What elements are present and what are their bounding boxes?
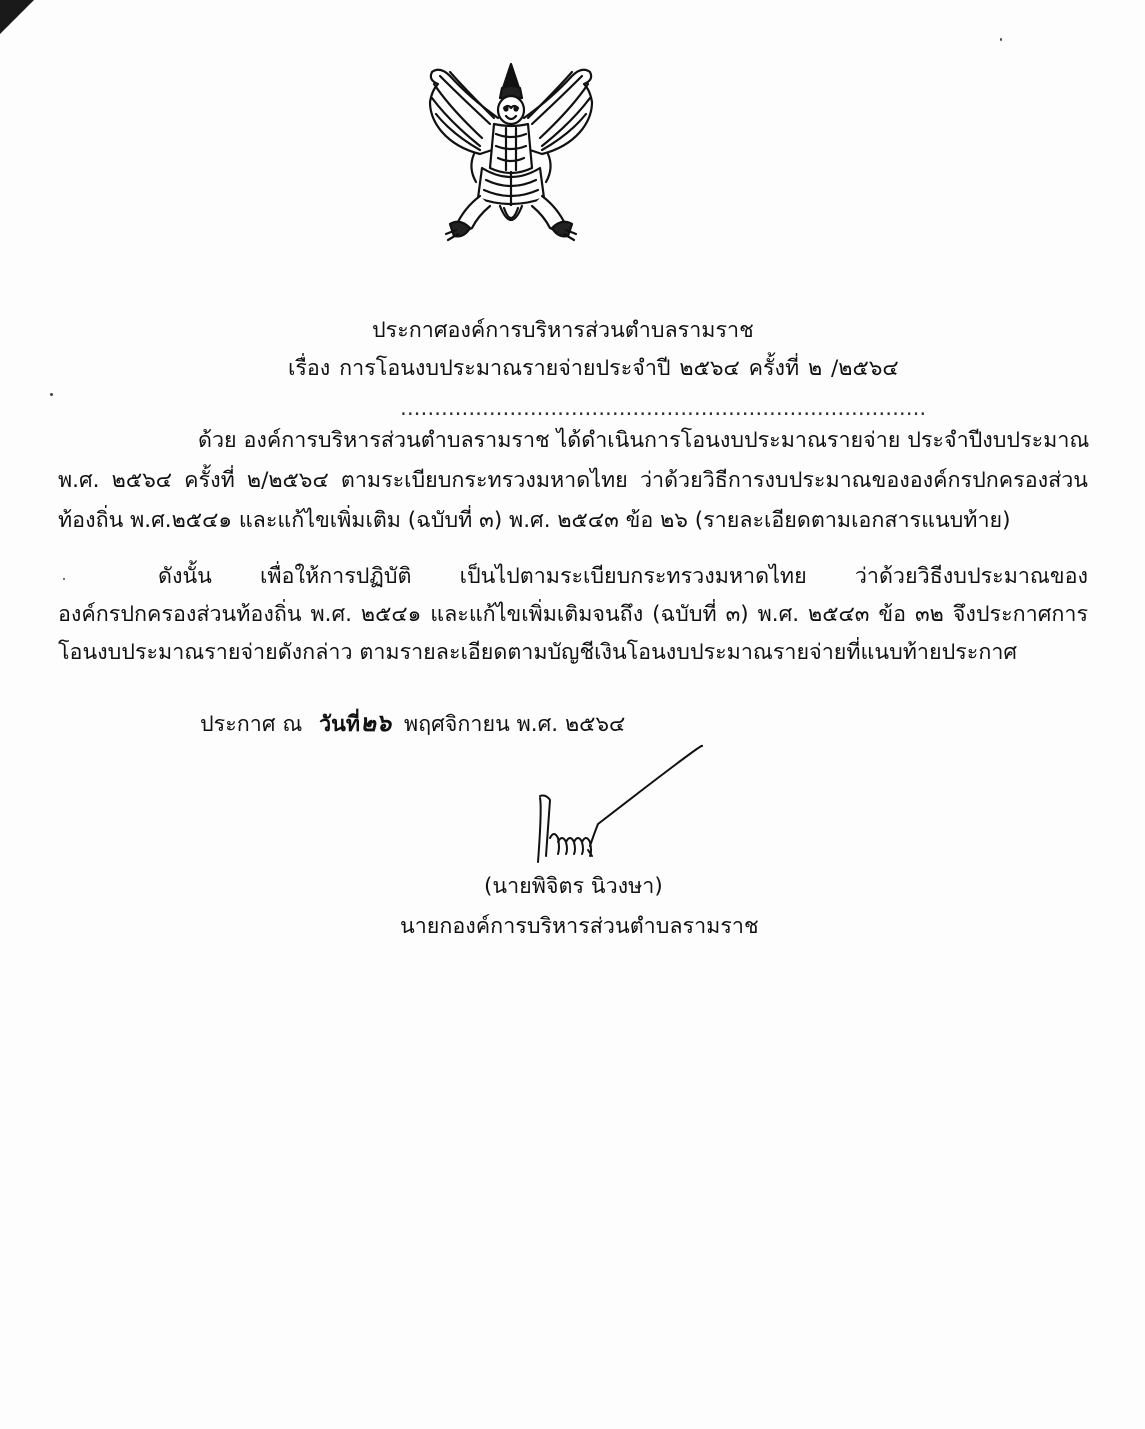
announcement-month-year: พฤศจิกายน พ.ศ. ๒๕๖๔ xyxy=(403,712,626,737)
title-divider: ............................................................................. xyxy=(400,396,927,421)
announcement-day-label: วันที่ xyxy=(319,712,361,737)
paragraph-1-line: ท้องถิ่น พ.ศ.๒๕๔๑ และแก้ไขเพิ่มเติม (ฉบับที่ ๓) พ.ศ. ๒๕๔๓ ข้อ ๒๖ (รายละเอียดตามเอกสารแนบท้าย) xyxy=(58,508,1011,533)
paragraph-1-line: ด้วย องค์การบริหารส่วนตำบลรามราช ได้ดำเนินการโอนงบประมาณรายจ่าย ประจำปีงบประมาณ xyxy=(198,428,1090,453)
scan-corner-mark xyxy=(0,0,34,34)
paragraph-2-line: โอนงบประมาณรายจ่ายดังกล่าว ตามรายละเอียดตามบัญชีเงินโอนงบประมาณรายจ่ายที่แนบท้ายประกาศ xyxy=(58,640,1018,665)
signatory-position: นายกองค์การบริหารส่วนตำบลรามราช xyxy=(400,914,759,939)
garuda-emblem-icon xyxy=(420,58,602,248)
document-subject: เรื่อง การโอนงบประมาณรายจ่ายประจำปี ๒๕๖๔ ครั้งที่ ๒ /๒๕๖๔ xyxy=(288,356,899,381)
announcement-prefix: ประกาศ ณ xyxy=(200,712,303,737)
scan-speck xyxy=(50,393,53,396)
document-title: ประกาศองค์การบริหารส่วนตำบลรามราช xyxy=(372,318,754,343)
paragraph-1-line: พ.ศ. ๒๕๖๔ ครั้งที่ ๒/๒๕๖๔ ตามระเบียบกระทรวงมหาดไทย ว่าด้วยวิธีการงบประมาณขององค์กรปกครองส่วน xyxy=(58,468,1088,493)
handwritten-signature-icon xyxy=(528,738,718,868)
scan-speck xyxy=(63,578,65,580)
announcement-day-handwritten: ๒๖ xyxy=(360,708,392,737)
paragraph-2-line: องค์กรปกครองส่วนท้องถิ่น พ.ศ. ๒๕๔๑ และแก้ไขเพิ่มเติมจนถึง (ฉบับที่ ๓) พ.ศ. ๒๕๔๓ ข้อ ๓๒ จึงประกาศการ xyxy=(58,602,1088,627)
signatory-name: (นายพิจิตร นิวงษา) xyxy=(484,874,663,899)
scan-speck xyxy=(1000,38,1002,41)
announcement-date xyxy=(200,708,625,740)
paragraph-2-line: ดังนั้น เพื่อให้การปฏิบัติ เป็นไปตามระเบียบกระทรวงมหาดไทย ว่าด้วยวิธีงบประมาณของ xyxy=(158,564,1088,589)
